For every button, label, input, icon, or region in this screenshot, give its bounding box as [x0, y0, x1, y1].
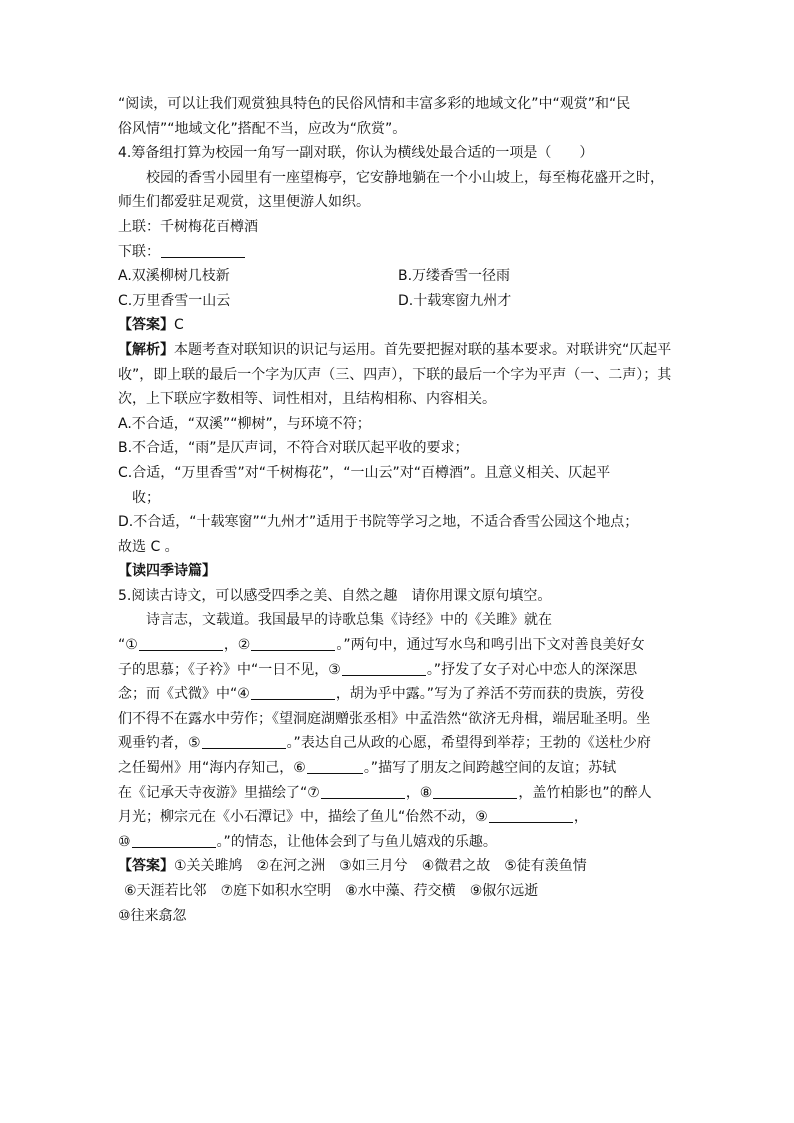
q4-option-a: A.双溪柳树几枝新: [118, 268, 230, 285]
q5-blank-1[interactable]: [139, 636, 223, 651]
q5-answer-7: ⑦庭下如积水空明: [220, 883, 332, 899]
q4-answer: 【答案】C: [118, 317, 184, 334]
q5-answer-9: ⑨俶尔远逝: [469, 883, 539, 899]
q5-blank-2[interactable]: [251, 636, 335, 651]
q5-answer-3: ③如三月兮: [339, 858, 408, 875]
q5-line2: “① ，② 。”两句中，通过写水鸟和鸣引出下文对善良美好女: [118, 637, 645, 654]
q4-analysis-c2: 收；: [132, 489, 160, 506]
q4-passage-line2: 师生们都爱驻足观赏，这里便游人如织。: [118, 194, 370, 211]
q4-lower-couplet: 下联：: [118, 240, 678, 265]
q5-answer-5: ⑤徒有羡鱼情: [504, 858, 587, 875]
document-content: [118, 92, 678, 928]
q5-line10: ⑩ 。”的情态，让他体会到了与鱼儿嬉戏的乐趣。: [118, 833, 497, 850]
q5-blank-8[interactable]: [433, 784, 517, 799]
q5-line5: 们不得不在露水中劳作；《望洞庭湖赠张丞相》中孟浩然“欲济无舟楫，端居耻圣明。坐: [118, 710, 651, 727]
q5-line4: 念；而《式微》中“④ ，胡为乎中露。”写为了养活不劳而获的贵族，劳役: [118, 686, 645, 703]
q5-blank-10[interactable]: [132, 833, 216, 848]
q4-analysis-d: D.不合适，“十载寒窗”“九州才”适用于书院等学习之地，不适合香雪公园这个地点；: [118, 514, 639, 531]
q4-analysis-line2: 收”，即上联的最后一个字为仄声（三、四声），下联的最后一个字为平声（一、二声）；其: [118, 366, 672, 383]
q5-blank-5[interactable]: [202, 734, 286, 749]
q4-stem: 4.筹备组打算为校园一角写一副对联，你认为横线处最合适的一项是（ ）: [118, 145, 594, 162]
q5-answer-2: ②在河之洲: [256, 858, 326, 875]
q5-line3: 子的思慕；《子衿》中“一日不见，③ 。”抒发了女子对心中恋人的深深思: [118, 661, 638, 678]
q4-option-d: D.十载寒窗九州才: [398, 292, 512, 309]
q5-blank-9[interactable]: [489, 808, 573, 823]
q4-analysis-line3: 次，上下联应字数相等、词性相对，且结构相称、内容相关。: [118, 391, 496, 408]
q4-option-b: B.万缕香雪一径雨: [398, 268, 511, 285]
q4-options-row2: [118, 289, 678, 314]
q4-analysis-a: A.不合适，“双溪”“柳树”，与环境不符；: [118, 415, 371, 432]
q5-blank-4[interactable]: [251, 685, 335, 700]
q5-line6: 观垂钓者，⑤ 。”表达自己从政的心愿，希望得到举荐；王勃的《送杜少府: [118, 735, 651, 752]
q4-analysis-c1: C.合适，“万里香雪”对“千树梅花”，“一山云”对“百樽酒”。且意义相关、仄起平: [118, 464, 611, 481]
q4-option-c: C.万里香雪一山云: [118, 292, 231, 309]
q4-analysis-line1: 【解析】本题考查对联知识的识记与运用。首先要把握对联的基本要求。对联讲究“仄起平: [118, 341, 672, 358]
q5-answer-1: ①关关雎鸠: [174, 858, 243, 875]
q4-conclusion: 故选 C 。: [118, 538, 179, 555]
q5-blank-3[interactable]: [342, 661, 426, 676]
q4-lower-blank[interactable]: [161, 243, 245, 258]
q5-answers-row1: 【答案】①关关雎鸠 ②在河之洲 ③如三月兮 ④微君之故 ⑤徒有羡鱼情: [118, 858, 587, 875]
q5-blank-6[interactable]: [307, 759, 363, 774]
q5-answer-10: ⑩往来翕忽: [118, 907, 187, 924]
q4-passage-line1: 校园的香雪小园里有一座望梅亭，它安静地躺在一个小山坡上，每至梅花盛开之时，: [146, 169, 664, 186]
q4-upper-couplet: 上联：千树梅花百樽酒: [118, 218, 258, 235]
q4-analysis-b: B.不合适，“雨”是仄声词，不符合对联仄起平收的要求；: [118, 440, 469, 457]
q5-line7: 之任蜀州》用“海内存知己，⑥ 。”描写了朋友之间跨越空间的友谊；苏轼: [118, 760, 617, 777]
q5-line9: 月光；柳宗元在《小石潭记》中，描绘了鱼儿“佁然不动，⑨ ，: [118, 809, 588, 826]
q5-line1: 诗言志，文载道。我国最早的诗歌总集《诗经》中的《关雎》就在: [146, 612, 552, 629]
q5-line8: 在《记承天寺夜游》里描绘了“⑦ ，⑧ ，盖竹柏影也”的醉人: [118, 784, 652, 801]
q5-answer-4: ④微君之故: [421, 858, 491, 875]
q4-options-row1: [118, 264, 678, 289]
q5-blank-7[interactable]: [321, 784, 405, 799]
q5-stem: 5.阅读古诗文，可以感受四季之美、自然之趣 请你用课文原句填空。: [118, 587, 552, 604]
q3-tail-line1: “阅读，可以让我们观赏独具特色的民俗风情和丰富多彩的地域文化”中“观赏”和“民: [118, 96, 631, 112]
q5-answer-8: ⑧水中藻、荇交横: [345, 883, 456, 899]
q5-answers-row2: [118, 879, 678, 904]
q3-tail-line2: 俗风情”“地域文化”搭配不当，应改为“欣赏”。: [118, 120, 407, 137]
section-title: 【读四季诗篇】: [118, 563, 216, 580]
q5-answer-6: ⑥天涯若比邻: [124, 883, 207, 899]
